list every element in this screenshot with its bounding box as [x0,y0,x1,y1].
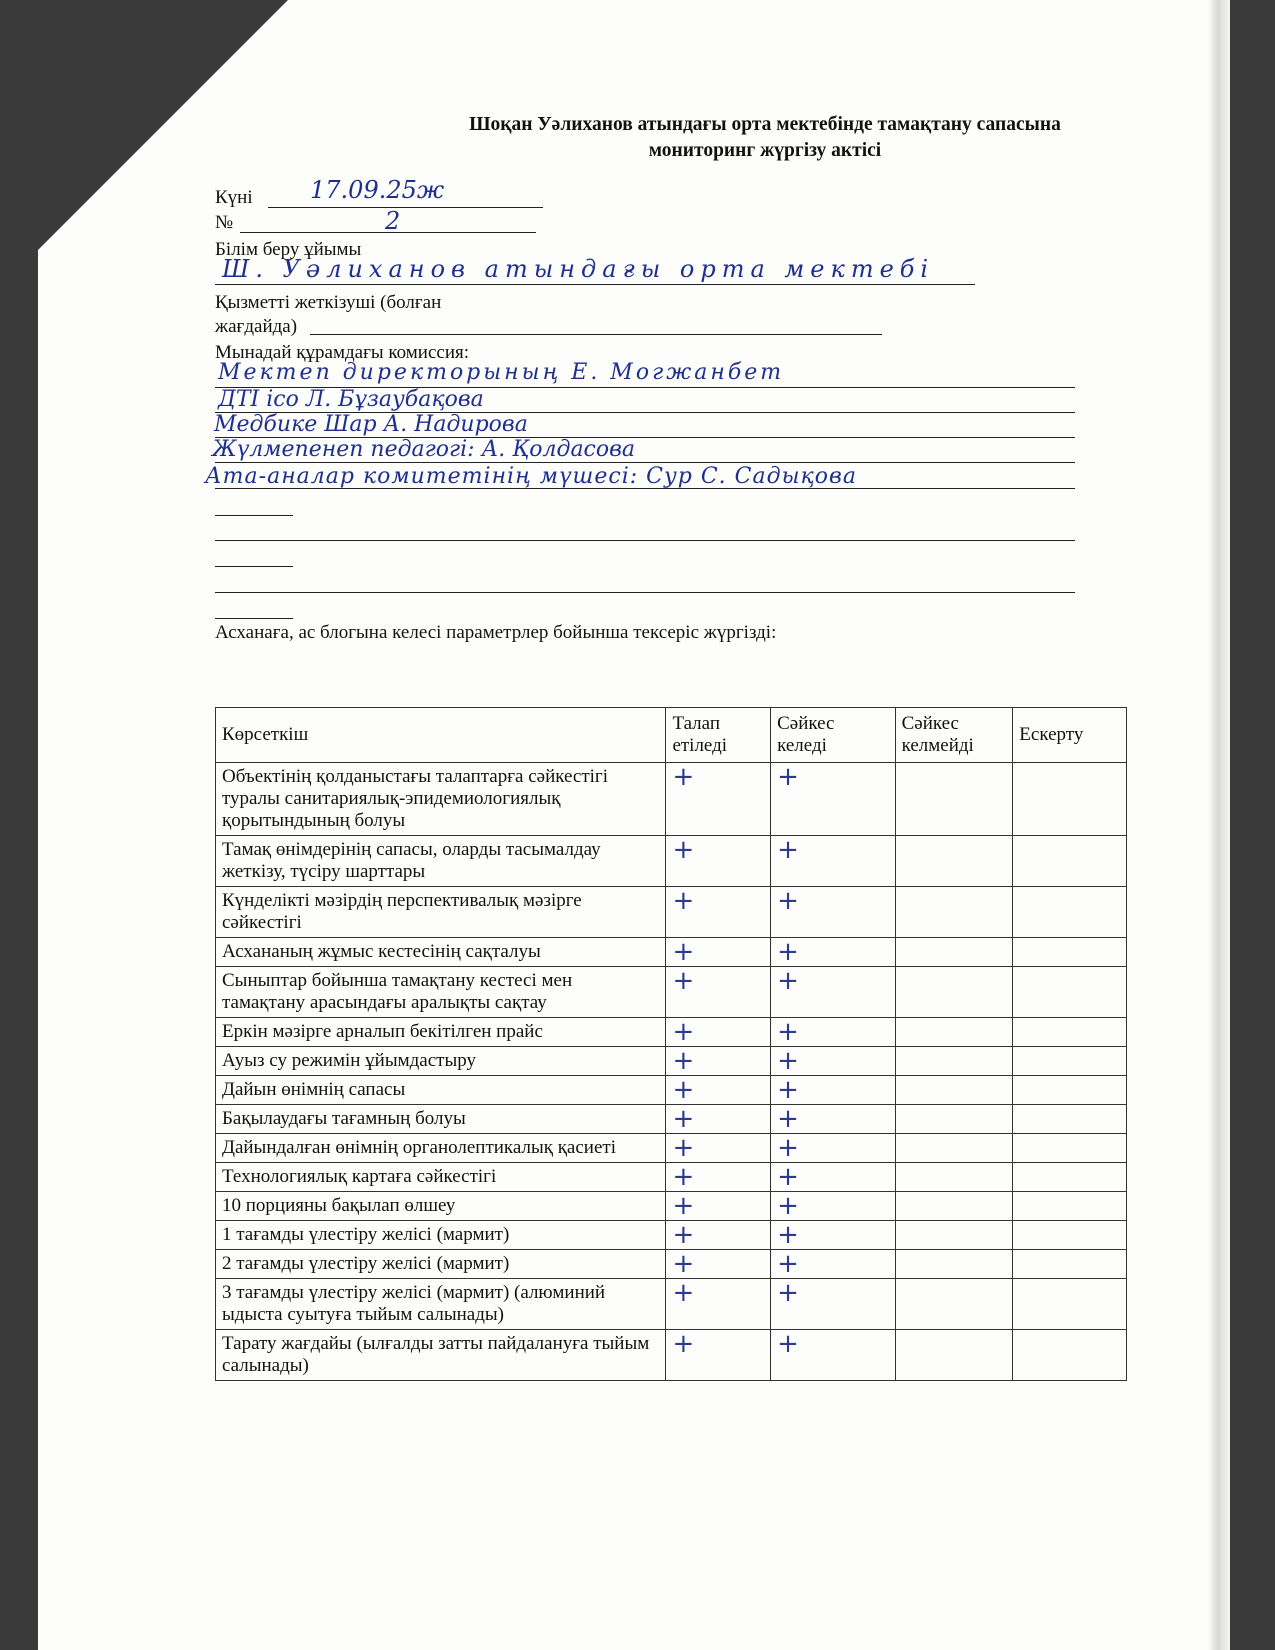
row-not-complies-mark [895,1192,1013,1221]
row-indicator: 1 тағамды үлестіру желісі (мармит) [216,1221,666,1250]
org-value: Ш. Уәлиханов атындағы орта мектебі [222,255,935,283]
row-note [1013,1192,1127,1221]
row-complies-mark: + [771,887,896,938]
row-note [1013,836,1127,887]
row-indicator: Асхананың жұмыс кестесінің сақталуы [216,938,666,967]
table-row [216,1047,1127,1076]
row-note [1013,1047,1127,1076]
commission-member-4: Жүлмепенеп педагогі: А. Қолдасова [212,437,636,462]
table-row [216,1250,1127,1279]
row-indicator: 2 тағамды үлестіру желісі (мармит) [216,1250,666,1279]
row-complies-mark: + [771,1134,896,1163]
row-indicator: Бақылаудағы тағамның болуы [216,1105,666,1134]
commission-line-7 [215,540,1075,541]
table-row [216,1105,1127,1134]
row-note [1013,1076,1127,1105]
row-complies-mark: + [771,1076,896,1105]
row-not-complies-mark [895,1076,1013,1105]
row-note [1013,1134,1127,1163]
row-indicator: Дайындалған өнімнің органолептикалық қасиеті [216,1134,666,1163]
org-label: Білім беру ұйымы [215,239,362,260]
row-complies-mark: + [771,967,896,1018]
commission-line-10 [215,618,293,619]
row-indicator: Сыныптар бойынша тамақтану кестесі мен тамақтану арасындағы аралықты сақтау [216,967,666,1018]
row-required-mark: + [666,938,771,967]
header-note: Ескерту [1013,708,1127,763]
row-required-mark: + [666,1163,771,1192]
row-not-complies-mark [895,1134,1013,1163]
date-value: 17.09.25ж [310,176,445,204]
header-required: Талап етіледі [666,708,771,763]
row-note [1013,887,1127,938]
row-required-mark: + [666,1018,771,1047]
inspection-intro: Асханаға, ас блогына келесі параметрлер бойынша тексеріс жүргізді: [215,622,777,643]
row-complies-mark: + [771,1018,896,1047]
table-row [216,1330,1127,1381]
row-not-complies-mark [895,967,1013,1018]
row-not-complies-mark [895,1279,1013,1330]
table-row [216,1134,1127,1163]
row-not-complies-mark [895,938,1013,967]
row-complies-mark: + [771,1105,896,1134]
row-not-complies-mark [895,887,1013,938]
page-edge [1208,0,1230,1650]
row-not-complies-mark [895,1018,1013,1047]
row-note [1013,1163,1127,1192]
row-required-mark: + [666,1076,771,1105]
title-line-2: мониторинг жүргізу актісі [648,140,882,161]
row-not-complies-mark [895,1105,1013,1134]
row-complies-mark: + [771,1250,896,1279]
row-note [1013,1221,1127,1250]
row-indicator: Еркін мәзірге арналып бекітілген прайс [216,1018,666,1047]
number-value: 2 [385,207,401,235]
row-complies-mark: + [771,1047,896,1076]
row-complies-mark: + [771,763,896,836]
table-row [216,1163,1127,1192]
row-not-complies-mark [895,1047,1013,1076]
inspection-table [215,707,1127,1381]
commission-member-5: Ата-аналар комитетінің мүшесі: Сур С. Садықова [205,464,857,489]
commission-line-4 [215,462,1075,463]
row-note [1013,1018,1127,1047]
table-row [216,836,1127,887]
header-indicator: Көрсеткіш [216,708,666,763]
table-row [216,1221,1127,1250]
commission-member-3: Медбике Шар А. Надирова [214,412,528,437]
row-required-mark: + [666,1330,771,1381]
row-indicator: Ауыз су режимін ұйымдастыру [216,1047,666,1076]
provider-underline [310,334,882,335]
folded-corner [38,0,288,250]
row-required-mark: + [666,1192,771,1221]
row-note [1013,967,1127,1018]
row-required-mark: + [666,1047,771,1076]
row-complies-mark: + [771,1221,896,1250]
row-required-mark: + [666,1250,771,1279]
row-indicator: Технологиялық картаға сәйкестігі [216,1163,666,1192]
row-complies-mark: + [771,1279,896,1330]
row-indicator: Тамақ өнімдерінің сапасы, оларды тасымалдау жеткізу, түсіру шарттары [216,836,666,887]
date-underline [268,207,543,208]
document-title [340,112,1190,164]
commission-label: Мынадай құрамдағы комиссия: [215,342,470,363]
table-row [216,1279,1127,1330]
commission-line-6 [215,515,293,516]
row-not-complies-mark [895,1163,1013,1192]
row-required-mark: + [666,1105,771,1134]
table-row [216,763,1127,836]
row-note [1013,1105,1127,1134]
commission-line-9 [215,592,1075,593]
row-not-complies-mark [895,1330,1013,1381]
row-note [1013,763,1127,836]
table-header-row [216,708,1127,763]
row-indicator: Тарату жағдайы (ылғалды затты пайдалануға тыйым салынады) [216,1330,666,1381]
row-required-mark: + [666,763,771,836]
table-row [216,938,1127,967]
table-row [216,1192,1127,1221]
number-label: № [215,212,234,233]
row-not-complies-mark [895,763,1013,836]
row-note [1013,1330,1127,1381]
row-required-mark: + [666,836,771,887]
row-indicator: Объектінің қолданыстағы талаптарға сәйкестігі туралы санитариялық-эпидемиологиялық қорытындының болуы [216,763,666,836]
row-required-mark: + [666,967,771,1018]
row-not-complies-mark [895,1221,1013,1250]
row-required-mark: + [666,1221,771,1250]
row-note [1013,1250,1127,1279]
row-note [1013,938,1127,967]
row-required-mark: + [666,1279,771,1330]
table-row [216,967,1127,1018]
provider-label-1: Қызметті жеткізуші (болған [215,292,442,313]
table-row [216,1018,1127,1047]
org-underline [215,284,975,285]
row-not-complies-mark [895,1250,1013,1279]
commission-line-8 [215,566,293,567]
table-row [216,887,1127,938]
title-line-1: Шоқан Уәлиханов атындағы орта мектебінде тамақтану сапасына [469,114,1061,135]
row-indicator: Дайын өнімнің сапасы [216,1076,666,1105]
row-required-mark: + [666,1134,771,1163]
row-note [1013,1279,1127,1330]
row-indicator: 3 тағамды үлестіру желісі (мармит) (алюминий ыдыста суытуға тыйым салынады) [216,1279,666,1330]
row-complies-mark: + [771,1192,896,1221]
header-complies: Сәйкес келеді [771,708,896,763]
row-complies-mark: + [771,938,896,967]
row-indicator: 10 порцияны бақылап өлшеу [216,1192,666,1221]
row-complies-mark: + [771,836,896,887]
row-indicator: Күнделікті мәзірдің перспективалық мәзірге сәйкестігі [216,887,666,938]
date-label: Күні [215,187,253,208]
provider-label-2: жағдайда) [215,316,298,337]
row-required-mark: + [666,887,771,938]
header-not-complies: Сәйкес келмейді [895,708,1013,763]
commission-member-2: ДТІ ісо Л. Бұзаубақова [218,387,484,412]
commission-member-1: Мектеп директорының Е. Могжанбет [218,360,785,385]
table-row [216,1076,1127,1105]
row-complies-mark: + [771,1330,896,1381]
row-not-complies-mark [895,836,1013,887]
row-complies-mark: + [771,1163,896,1192]
